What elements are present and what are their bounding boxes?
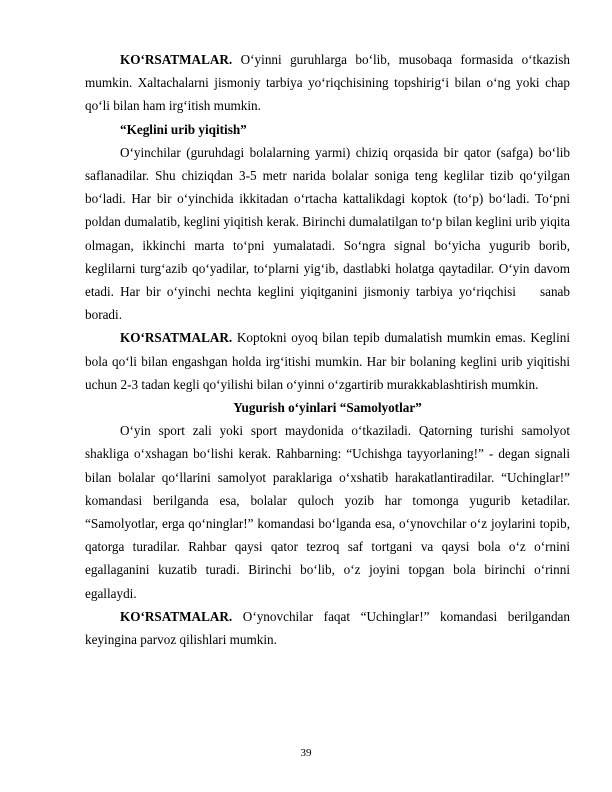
paragraph-text-tail: sanab boradi. [85,284,570,323]
paragraph-samolyot-rules [85,419,570,605]
paragraph-text: O‘yinni guruhlarga bo‘lib, musobaqa formasida o‘tkazish mumkin. Xaltachalarni jismoniy tarbiya yo‘riqchisining topshirig‘i bilan o‘ng yoki chap qo‘li bilan ham irg‘itish mumkin. [85,52,570,114]
instructions-label: KO‘RSATMALAR. [120,608,233,624]
paragraph-text: O‘ynovchilar faqat “Uchinglar!” komandasi berilgandan keyingina parvoz qilishlari mumkin. [85,608,570,648]
page-number: 39 [300,747,312,759]
paragraph-kegl-rules [85,141,570,327]
paragraph-instructions-2 [85,326,570,396]
section-heading-kegl: “Keglini urib yiqitish” [120,121,247,137]
instructions-label: KO‘RSATMALAR. [120,52,233,67]
instructions-label: KO‘RSATMALAR. [120,330,233,346]
paragraph-instructions-1 [85,48,570,118]
paragraph-text: O‘yinchilar (guruhdagi bolalarning yarmi) chiziq orqasida bir qator (safga) bo‘lib saflanadilar. Shu chiziqdan 3-5 metr narida bolalar soniga teng keglilar tizib qo‘yilgan bo‘ladi. Har bir o‘yinchida ikkitadan o‘rtacha kattalikdagi koptok (to‘p) bo‘ladi. To‘pni poldan dumalatib, keglini yiqitish kerak. Birinchi dumalatilgan to‘p bilan keglini urib yiqita olmagan, ikkinchi marta to‘pni yumalatadi. So‘ngra signal bo‘yicha yugurib borib, keglilarni turg‘azib qo‘yadilar, to‘plarni yig‘ib, dastlabki holatga qaytadilar. O‘yin davom etadi. Har bir o‘yinchi nechta keglini yiqitganini jismoniy tarbiya yo‘riqchisi [85,144,570,300]
paragraph-text: O‘yin sport zali yoki sport maydonida o‘tkaziladi. Qatorning turishi samolyot shakliga o‘xshagan bo‘lishi kerak. Rahbarning: “Uchishga tayyorlaning!” - degan signali bilan bolalar qo‘llarini samolyot paraklariga o‘xshatib harakatlantiradilar. “Uchinglar!” komandasi berilganda esa, bolalar quloch yozib har tomonga yugurib ketadilar. “Samolyotlar, erga qo‘ninglar!” komandasi bo‘lganda esa, o‘ynovchilar o‘z joylarini topib, qatorga turadilar. Rahbar qaysi qator tezroq saf tortgani va qaysi bola o‘z o‘rnini egallaganini kuzatib turadi. Birinchi bo‘lib, o‘z joyini topgan bola birinchi o‘rinni egallaydi. [85,423,570,601]
paragraph-text: Koptokni oyoq bilan tepib dumalatish mumkin emas. Keglini bola qo‘li bilan engashgan holda irg‘itishi mumkin. Har bir bolaning keglini urib yiqitishi uchun 2-3 tadan kegli qo‘yilishi bilan o‘yinni o‘zgartirib murakkablashtirish mumkin. [85,330,570,392]
paragraph-instructions-3 [85,605,570,651]
section-heading-samolyotlar: Yugurish o‘yinlari “Samolyotlar” [233,400,422,416]
